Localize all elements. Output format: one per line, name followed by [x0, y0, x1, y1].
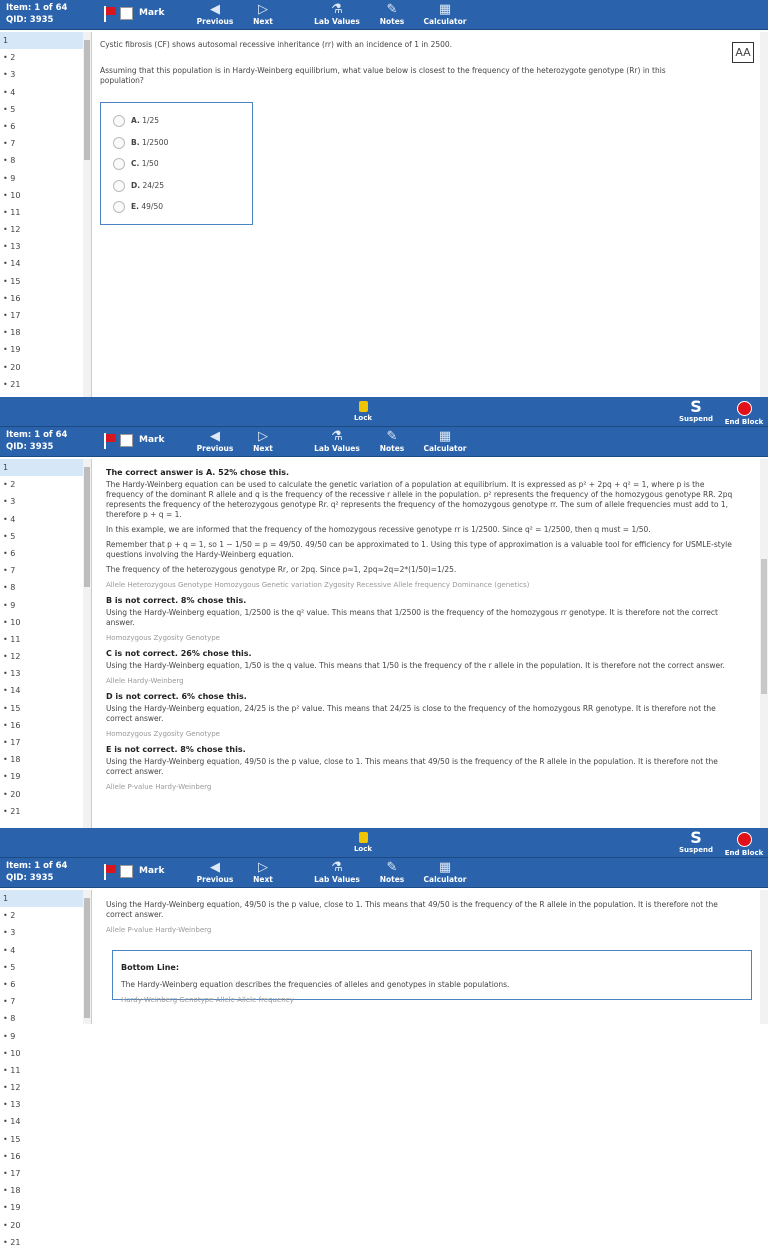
sidebar-item-15[interactable]: • 15 — [3, 703, 21, 713]
sidebar-item-1[interactable]: 1 — [0, 459, 91, 476]
top-toolbar — [0, 0, 768, 30]
sidebar-item-18[interactable]: • 18 — [3, 755, 21, 765]
qid-label: QID: 3935 — [6, 442, 54, 452]
flag-icon[interactable] — [103, 433, 117, 449]
sidebar-item-11[interactable]: • 11 — [3, 1065, 21, 1075]
item-counter: Item: 1 of 64 — [6, 861, 68, 871]
answer-options — [100, 102, 253, 225]
sidebar-item-12[interactable]: • 12 — [3, 225, 21, 235]
option-text: 24/25 — [142, 180, 165, 190]
topic-tags[interactable]: Allele P-value Hardy-Weinberg — [106, 783, 212, 791]
sidebar-item-3[interactable]: • 3 — [3, 928, 16, 938]
sidebar-scrollbar[interactable] — [83, 890, 91, 1024]
previous-button[interactable]: ◀ Previous — [190, 860, 240, 884]
explanation-content — [94, 890, 768, 1024]
option-letter: D. — [131, 180, 141, 190]
topic-tags[interactable]: Hardy-Weinberg Genotype Allele Allele frequency — [121, 996, 294, 1004]
option-text: 1/25 — [142, 116, 160, 125]
radio-button[interactable] — [113, 201, 125, 213]
suspend-icon: S — [690, 397, 702, 416]
sidebar-item-12[interactable]: • 12 — [3, 652, 21, 662]
sidebar-item-14[interactable]: • 14 — [3, 259, 21, 269]
calculator-button[interactable]: ▦ Calculator — [420, 429, 470, 453]
calculator-icon: ▦ — [438, 429, 452, 444]
sidebar-item-16[interactable]: • 16 — [3, 1151, 21, 1161]
calculator-icon: ▦ — [438, 2, 452, 17]
radio-button[interactable] — [113, 137, 125, 149]
flask-icon: ⚗ — [331, 429, 343, 444]
topic-tags[interactable]: Allele P-value Hardy-Weinberg — [106, 926, 212, 934]
sidebar-item-21[interactable]: • 21 — [3, 1237, 21, 1247]
radio-button[interactable] — [113, 115, 125, 127]
sidebar-item-5[interactable]: • 5 — [3, 962, 16, 972]
next-button[interactable]: ▷ Next — [238, 2, 288, 26]
stop-icon — [737, 401, 752, 416]
item-counter: Item: 1 of 64 — [6, 430, 68, 440]
sidebar-item-6[interactable]: • 6 — [3, 548, 16, 558]
explanation-paragraph: Remember that p + q = 1, so 1 − 1/50 = p = 49/50. 49/50 can be approximated to 1. Using this type of approximation is a valuable tool for efficiency for USMLE-style questions involving the Hardy-Weinberg equation. — [106, 540, 732, 559]
end-block-button[interactable]: End Block — [722, 829, 766, 857]
sidebar-item-13[interactable]: • 13 — [3, 1100, 21, 1110]
flag-icon[interactable] — [103, 864, 117, 880]
sidebar-item-14[interactable]: • 14 — [3, 686, 21, 696]
sidebar-item-13[interactable]: • 13 — [3, 669, 21, 679]
option-letter: B. — [131, 137, 140, 147]
calculator-icon: ▦ — [438, 860, 452, 875]
item-info — [6, 429, 67, 453]
pencil-icon: ✎ — [386, 2, 398, 17]
sidebar-item-12[interactable]: • 12 — [3, 1083, 21, 1093]
answer-option-c[interactable] — [113, 154, 240, 176]
lock-icon — [359, 832, 368, 843]
sidebar-item-5[interactable]: • 5 — [3, 531, 16, 541]
sidebar-item-16[interactable]: • 16 — [3, 293, 21, 303]
notes-button[interactable]: ✎ Notes — [367, 2, 417, 26]
previous-arrow-icon: ◀ — [210, 2, 220, 17]
flag-icon[interactable] — [103, 6, 117, 22]
next-arrow-icon: ▷ — [258, 860, 268, 875]
next-button[interactable]: ▷ Next — [238, 429, 288, 453]
bottom-line-text: The Hardy-Weinberg equation describes the frequencies of alleles and genotypes in stable populations. — [121, 980, 510, 989]
sidebar-item-15[interactable]: • 15 — [3, 276, 21, 286]
sidebar-item-13[interactable]: • 13 — [3, 242, 21, 252]
option-e-heading: E is not correct. 8% chose this. — [106, 745, 246, 754]
sidebar-item-8[interactable]: • 8 — [3, 583, 16, 593]
sidebar-item-7[interactable]: • 7 — [3, 139, 16, 149]
answer-option-e[interactable] — [113, 197, 240, 219]
answer-option-b[interactable] — [113, 133, 240, 155]
explanation-paragraph: The Hardy-Weinberg equation can be used to calculate the genetic variation of a population at equilibrium. It is expressed as p² + 2pq + q² = 1, where p is the frequency of the dominant R allele and q is the frequency of the recessive r allele in the population. p² represents the frequency of the homozygous genotype RR. 2pq represents the frequency of the heterozygous genotype Rr. q² represents the frequency of the homozygous genotype rr. The sum of allele frequencies must add to 1, therefore p + q = 1. — [106, 480, 733, 519]
flask-icon: ⚗ — [331, 2, 343, 17]
previous-button[interactable]: ◀ Previous — [190, 2, 240, 26]
question-content — [94, 32, 768, 397]
option-text: 1/2500 — [141, 137, 169, 147]
qid-label: QID: 3935 — [6, 15, 54, 25]
qid-label: QID: 3935 — [6, 873, 54, 883]
option-c-heading: C is not correct. 26% chose this. — [106, 649, 252, 658]
previous-button[interactable]: ◀ Previous — [190, 429, 240, 453]
sidebar-item-15[interactable]: • 15 — [3, 1134, 21, 1144]
sidebar-item-21[interactable]: • 21 — [3, 806, 21, 816]
next-button[interactable]: ▷ Next — [238, 860, 288, 884]
suspend-button[interactable]: S Suspend — [674, 398, 718, 423]
item-info — [6, 2, 67, 26]
sidebar-item-6[interactable]: • 6 — [3, 121, 16, 131]
sidebar-item-17[interactable]: • 17 — [3, 311, 21, 320]
sidebar-scrollbar[interactable] — [83, 32, 91, 397]
sidebar-item-14[interactable]: • 14 — [3, 1117, 21, 1127]
mark-checkbox[interactable] — [120, 865, 133, 878]
action-bar — [0, 397, 768, 427]
sidebar-item-5[interactable]: • 5 — [3, 104, 16, 114]
option-letter: C. — [131, 159, 140, 168]
sidebar-item-3[interactable]: • 3 — [3, 70, 16, 80]
sidebar-item-6[interactable]: • 6 — [3, 979, 16, 989]
sidebar-item-8[interactable]: • 8 — [3, 156, 16, 166]
explanation-panel — [0, 397, 768, 828]
sidebar-item-11[interactable]: • 11 — [3, 207, 21, 217]
lock-button[interactable]: Lock — [343, 829, 383, 853]
option-letter: A. — [131, 116, 140, 125]
sidebar-item-17[interactable]: • 17 — [3, 1169, 21, 1178]
mark-checkbox[interactable] — [120, 7, 133, 20]
sidebar-item-3[interactable]: • 3 — [3, 497, 16, 507]
radio-button[interactable] — [113, 180, 125, 192]
sidebar-scrollbar[interactable] — [83, 459, 91, 828]
bottom-line-heading: Bottom Line: — [121, 963, 180, 972]
option-text: 1/50 — [141, 159, 159, 168]
lab-values-button[interactable]: ⚗ Lab Values — [312, 429, 362, 453]
topic-tags[interactable]: Allele Heterozygous Genotype Homozygous Genetic variation Zygosity Recessive Allele frequency Dominance (genetics) — [106, 581, 530, 589]
sidebar-item-7[interactable]: • 7 — [3, 566, 16, 576]
question-panel — [0, 0, 768, 397]
sidebar-item-2[interactable]: • 2 — [3, 53, 16, 63]
correct-answer-heading: The correct answer is A. 52% chose this. — [106, 468, 290, 477]
sidebar-item-19[interactable]: • 19 — [3, 345, 21, 355]
sidebar-item-18[interactable]: • 18 — [3, 1186, 21, 1196]
lab-values-button[interactable]: ⚗ Lab Values — [312, 2, 362, 26]
question-sidebar — [0, 32, 92, 397]
top-toolbar — [0, 858, 768, 888]
notes-button[interactable]: ✎ Notes — [367, 429, 417, 453]
sidebar-item-9[interactable]: • 9 — [3, 1031, 16, 1041]
sidebar-item-4[interactable]: • 4 — [3, 945, 16, 955]
option-b-text: Using the Hardy-Weinberg equation, 1/2500 is the q² value. This means that 1/2500 is the frequency of the homozygous rr genotype. It is therefore not the correct answer. — [106, 608, 718, 627]
sidebar-item-4[interactable]: • 4 — [3, 87, 16, 97]
option-d-heading: D is not correct. 6% chose this. — [106, 692, 247, 701]
option-b-heading: B is not correct. 8% chose this. — [106, 596, 247, 605]
font-size-button[interactable]: AA — [732, 42, 754, 63]
explanation-content — [94, 459, 768, 828]
bottom-line-box — [112, 950, 752, 1004]
mark-checkbox[interactable] — [120, 434, 133, 447]
calculator-button[interactable]: ▦ Calculator — [420, 2, 470, 26]
sidebar-item-9[interactable]: • 9 — [3, 173, 16, 183]
sidebar-item-2[interactable]: • 2 — [3, 911, 16, 921]
question-prompt: Assuming that this population is in Hardy-Weinberg equilibrium, what value below is closest to the frequency of the heterozygote genotype (Rr) in this population? — [100, 66, 666, 85]
next-arrow-icon: ▷ — [258, 2, 268, 17]
notes-button[interactable]: ✎ Notes — [367, 860, 417, 884]
sidebar-item-10[interactable]: • 10 — [3, 190, 21, 200]
previous-arrow-icon: ◀ — [210, 429, 220, 444]
sidebar-item-10[interactable]: • 10 — [3, 617, 21, 627]
content-scrollbar[interactable] — [760, 890, 768, 1024]
question-sidebar — [0, 890, 92, 1247]
sidebar-item-20[interactable]: • 20 — [3, 789, 21, 799]
sidebar-item-20[interactable]: • 20 — [3, 362, 21, 372]
question-list — [0, 459, 91, 820]
sidebar-item-20[interactable]: • 20 — [3, 1220, 21, 1230]
pencil-icon: ✎ — [386, 429, 398, 444]
sidebar-item-9[interactable]: • 9 — [3, 600, 16, 610]
bottom-line-panel — [0, 828, 768, 1247]
option-list — [113, 111, 240, 219]
sidebar-item-7[interactable]: • 7 — [3, 997, 16, 1007]
lock-icon — [359, 401, 368, 412]
option-e-text: Using the Hardy-Weinberg equation, 49/50 is the p value, close to 1. This means that 49/50 is the frequency of the R allele in the population. It is therefore not the correct answer. — [106, 900, 718, 919]
lab-values-button[interactable]: ⚗ Lab Values — [312, 860, 362, 884]
suspend-button[interactable]: S Suspend — [674, 829, 718, 854]
pencil-icon: ✎ — [386, 860, 398, 875]
lock-button[interactable]: Lock — [343, 398, 383, 422]
sidebar-item-1[interactable]: 1 — [0, 890, 91, 907]
sidebar-item-17[interactable]: • 17 — [3, 738, 21, 747]
mark-label[interactable]: Mark — [139, 435, 165, 445]
question-list — [0, 32, 91, 393]
question-list — [0, 890, 91, 1251]
sidebar-item-4[interactable]: • 4 — [3, 514, 16, 524]
option-e-text: Using the Hardy-Weinberg equation, 49/50 is the p value, close to 1. This means that 49/50 is the frequency of the R allele in the population. It is therefore not the correct answer. — [106, 757, 718, 776]
next-arrow-icon: ▷ — [258, 429, 268, 444]
flask-icon: ⚗ — [331, 860, 343, 875]
topic-tags[interactable]: Homozygous Zygosity Genotype — [106, 634, 220, 642]
answer-option-a[interactable] — [113, 111, 240, 133]
mark-label[interactable]: Mark — [139, 866, 165, 876]
sidebar-item-16[interactable]: • 16 — [3, 720, 21, 730]
mark-label[interactable]: Mark — [139, 8, 165, 18]
top-toolbar — [0, 427, 768, 457]
radio-button[interactable] — [113, 158, 125, 170]
end-block-button[interactable]: End Block — [722, 398, 766, 426]
previous-arrow-icon: ◀ — [210, 860, 220, 875]
question-sidebar — [0, 459, 92, 828]
option-d-text: Using the Hardy-Weinberg equation, 24/25 is the p² value. This means that 24/25 is close to the frequency of the homozygous RR genotype. It is therefore not the correct answer. — [106, 704, 716, 723]
explanation-paragraph: The frequency of the heterozygous genotype Rr, or 2pq. Since p≈1, 2pq≈2q=2*(1/50)=1/25. — [106, 565, 457, 574]
sidebar-item-19[interactable]: • 19 — [3, 772, 21, 782]
sidebar-item-1[interactable]: 1 — [0, 32, 91, 49]
sidebar-item-21[interactable]: • 21 — [3, 379, 21, 389]
answer-option-d[interactable] — [113, 176, 240, 198]
option-c-text: Using the Hardy-Weinberg equation, 1/50 is the q value. This means that 1/50 is the frequency of the r allele in the population. It is therefore not the correct answer. — [106, 661, 725, 670]
sidebar-item-10[interactable]: • 10 — [3, 1048, 21, 1058]
sidebar-item-19[interactable]: • 19 — [3, 1203, 21, 1213]
sidebar-item-8[interactable]: • 8 — [3, 1014, 16, 1024]
calculator-button[interactable]: ▦ Calculator — [420, 860, 470, 884]
option-text: 49/50 — [141, 202, 163, 211]
topic-tags[interactable]: Homozygous Zygosity Genotype — [106, 730, 220, 738]
action-bar — [0, 828, 768, 858]
sidebar-item-18[interactable]: • 18 — [3, 328, 21, 338]
question-stem: Cystic fibrosis (CF) shows autosomal recessive inheritance (rr) with an incidence of 1 in 2500. — [100, 40, 453, 49]
option-letter: E. — [131, 202, 139, 211]
explanation-paragraph: In this example, we are informed that the frequency of the homozygous recessive genotype rr is 1/2500. Since q² = 1/2500, then q must = 1/50. — [106, 525, 651, 534]
sidebar-item-11[interactable]: • 11 — [3, 634, 21, 644]
stop-icon — [737, 832, 752, 847]
topic-tags[interactable]: Allele Hardy-Weinberg — [106, 677, 184, 685]
item-counter: Item: 1 of 64 — [6, 3, 68, 13]
suspend-icon: S — [690, 828, 702, 847]
content-scrollbar[interactable] — [760, 459, 768, 828]
content-scrollbar[interactable] — [760, 32, 768, 397]
item-info — [6, 860, 67, 884]
sidebar-item-2[interactable]: • 2 — [3, 480, 16, 490]
